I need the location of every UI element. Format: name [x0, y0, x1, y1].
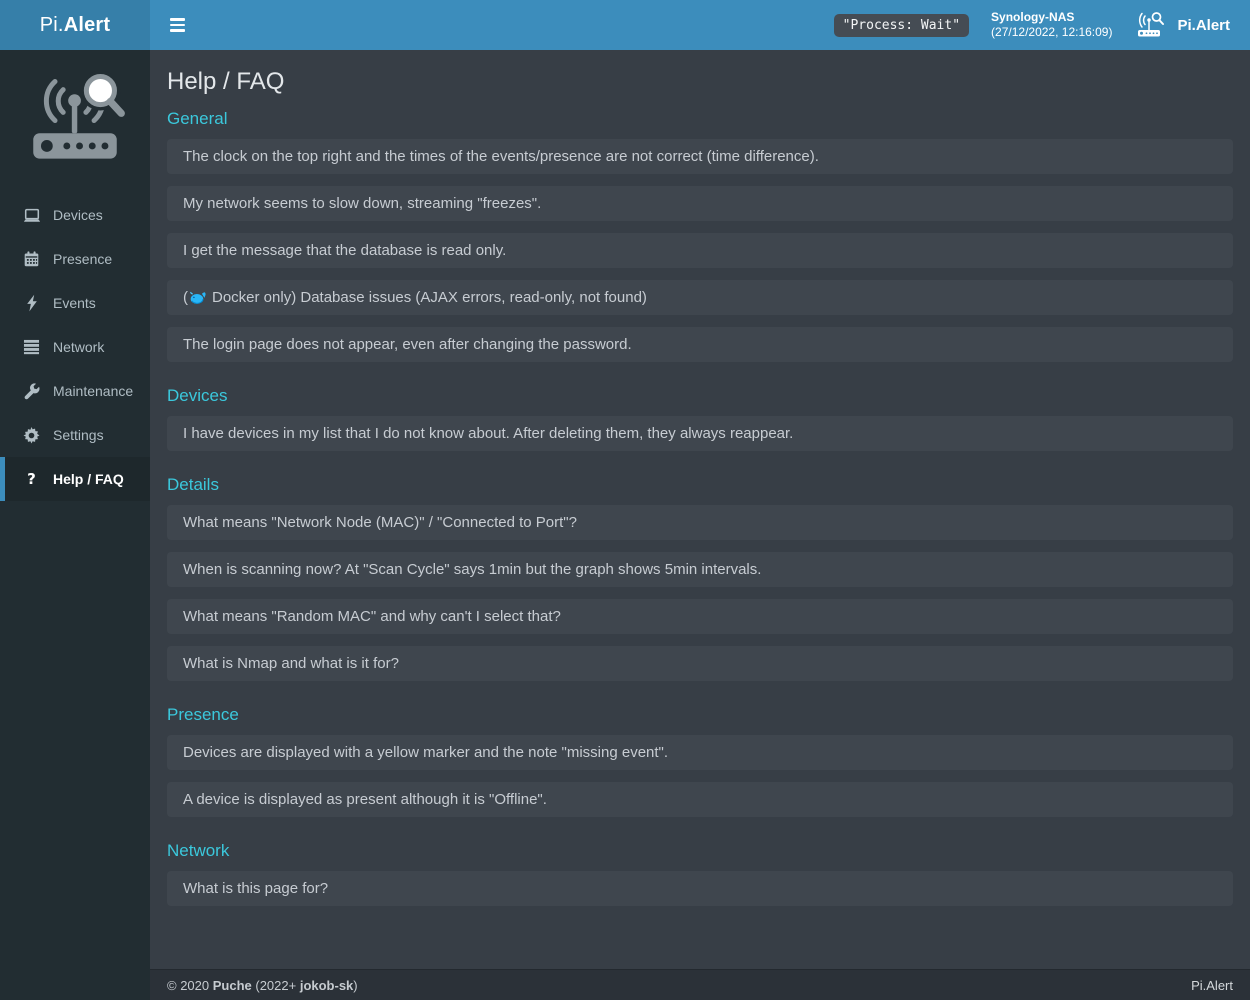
- logo: [0, 0, 150, 50]
- sidebar-item-presence[interactable]: [0, 237, 150, 281]
- sidebar-item-label: Events: [53, 295, 96, 311]
- sidebar-item-maintenance[interactable]: [0, 369, 150, 413]
- faq-question-text: The clock on the top right and the times of the events/presence are not correct (time difference).: [183, 148, 819, 165]
- copyright-mid: (2022+: [251, 977, 300, 993]
- header-brand-label: Pi.Alert: [1177, 16, 1230, 34]
- faq-question[interactable]: [167, 139, 1233, 174]
- faq-question[interactable]: [167, 186, 1233, 221]
- logo-text-bold: Alert: [63, 13, 111, 36]
- top-navbar: [150, 0, 1250, 50]
- section-heading-presence: Presence: [167, 705, 239, 724]
- sidebar-item-events[interactable]: [0, 281, 150, 325]
- faq-question-text: Docker only) Database issues (AJAX errors, read-only, not found): [212, 289, 647, 306]
- sidebar-item-label: Network: [53, 339, 105, 355]
- sidebar-logo-router-scan-icon: [0, 50, 150, 169]
- faq-question-text: A device is displayed as present although it is "Offline".: [183, 791, 547, 808]
- bolt-icon: [22, 294, 41, 312]
- faq-question[interactable]: [167, 735, 1233, 770]
- copyright-suffix: ): [353, 977, 358, 993]
- process-status-badge: "Process: Wait": [834, 14, 969, 37]
- sidebar-item-settings[interactable]: [0, 413, 150, 457]
- sidebar-menu: [0, 193, 150, 501]
- sidebar-item-label: Presence: [53, 251, 113, 267]
- sidebar-item-label: Maintenance: [53, 383, 134, 399]
- faq-question-text: Devices are displayed with a yellow marker and the note "missing event".: [183, 744, 669, 761]
- calendar-icon: [22, 250, 41, 268]
- faq-question[interactable]: [167, 552, 1233, 587]
- faq-question[interactable]: [167, 871, 1233, 906]
- faq-question-text: (: [183, 289, 188, 306]
- faq-question[interactable]: [167, 233, 1233, 268]
- section-heading-devices: Devices: [167, 386, 228, 405]
- app-header: [0, 0, 1250, 50]
- faq-question-text: I have devices in my list that I do not know about. After deleting them, they always reappear.: [183, 425, 794, 442]
- copyright-prefix: © 2020: [167, 977, 213, 993]
- page-title: Help / FAQ: [167, 68, 285, 95]
- question-icon: ?: [27, 470, 36, 488]
- faq-question-text: When is scanning now? At "Scan Cycle" says 1min but the graph shows 5min intervals.: [183, 561, 762, 578]
- nas-name: Synology-NAS: [991, 10, 1075, 24]
- wrench-icon: [22, 383, 41, 400]
- sidebar-item-label: Help / FAQ: [53, 471, 124, 487]
- faq-question-text: What is Nmap and what is it for?: [183, 655, 399, 672]
- faq-question-text: The login page does not appear, even after changing the password.: [183, 336, 632, 353]
- faq-question-text: What means "Random MAC" and why can't I select that?: [183, 608, 561, 625]
- sidebar-item-network[interactable]: [0, 325, 150, 369]
- footer: [150, 969, 1250, 1000]
- copyright-text: [167, 978, 358, 993]
- gear-icon: [22, 427, 41, 444]
- sidebar: [0, 50, 150, 1000]
- faq-question-text: I get the message that the database is read only.: [183, 242, 507, 259]
- faq-question-text: My network seems to slow down, streaming "freezes".: [183, 195, 542, 212]
- faq-question-text: What means "Network Node (MAC)" / "Connected to Port"?: [183, 514, 577, 531]
- header-brand: [1134, 11, 1236, 39]
- section-heading-details: Details: [167, 475, 219, 494]
- sidebar-item-help-faq[interactable]: [0, 457, 150, 501]
- network-icon: [22, 339, 41, 355]
- faq-question[interactable]: [167, 416, 1233, 451]
- faq-question[interactable]: [167, 280, 1233, 315]
- section-heading-network: Network: [167, 841, 230, 860]
- nas-time: (27/12/2022, 12:16:09): [991, 25, 1113, 39]
- faq-question[interactable]: [167, 646, 1233, 681]
- faq-question[interactable]: [167, 599, 1233, 634]
- sidebar-item-devices[interactable]: [0, 193, 150, 237]
- sidebar-item-label: Devices: [53, 207, 103, 223]
- docker-whale-icon: [190, 290, 207, 305]
- router-scan-icon: [1134, 11, 1168, 39]
- author-link-jokob-sk[interactable]: jokob-sk: [299, 977, 354, 993]
- hamburger-menu-icon[interactable]: [166, 12, 189, 38]
- sidebar-item-label: Settings: [53, 427, 104, 443]
- main-content: [150, 50, 1250, 969]
- footer-brand: Pi.Alert: [1191, 977, 1233, 993]
- faq-question-text: What is this page for?: [183, 880, 329, 897]
- section-heading-general: General: [167, 109, 228, 128]
- faq-question[interactable]: [167, 782, 1233, 817]
- laptop-icon: [22, 207, 41, 224]
- author-link-puche[interactable]: Puche: [212, 977, 252, 993]
- faq-question[interactable]: [167, 505, 1233, 540]
- nas-info: [991, 10, 1112, 40]
- logo-text-prefix: Pi.: [39, 13, 64, 36]
- faq-question[interactable]: [167, 327, 1233, 362]
